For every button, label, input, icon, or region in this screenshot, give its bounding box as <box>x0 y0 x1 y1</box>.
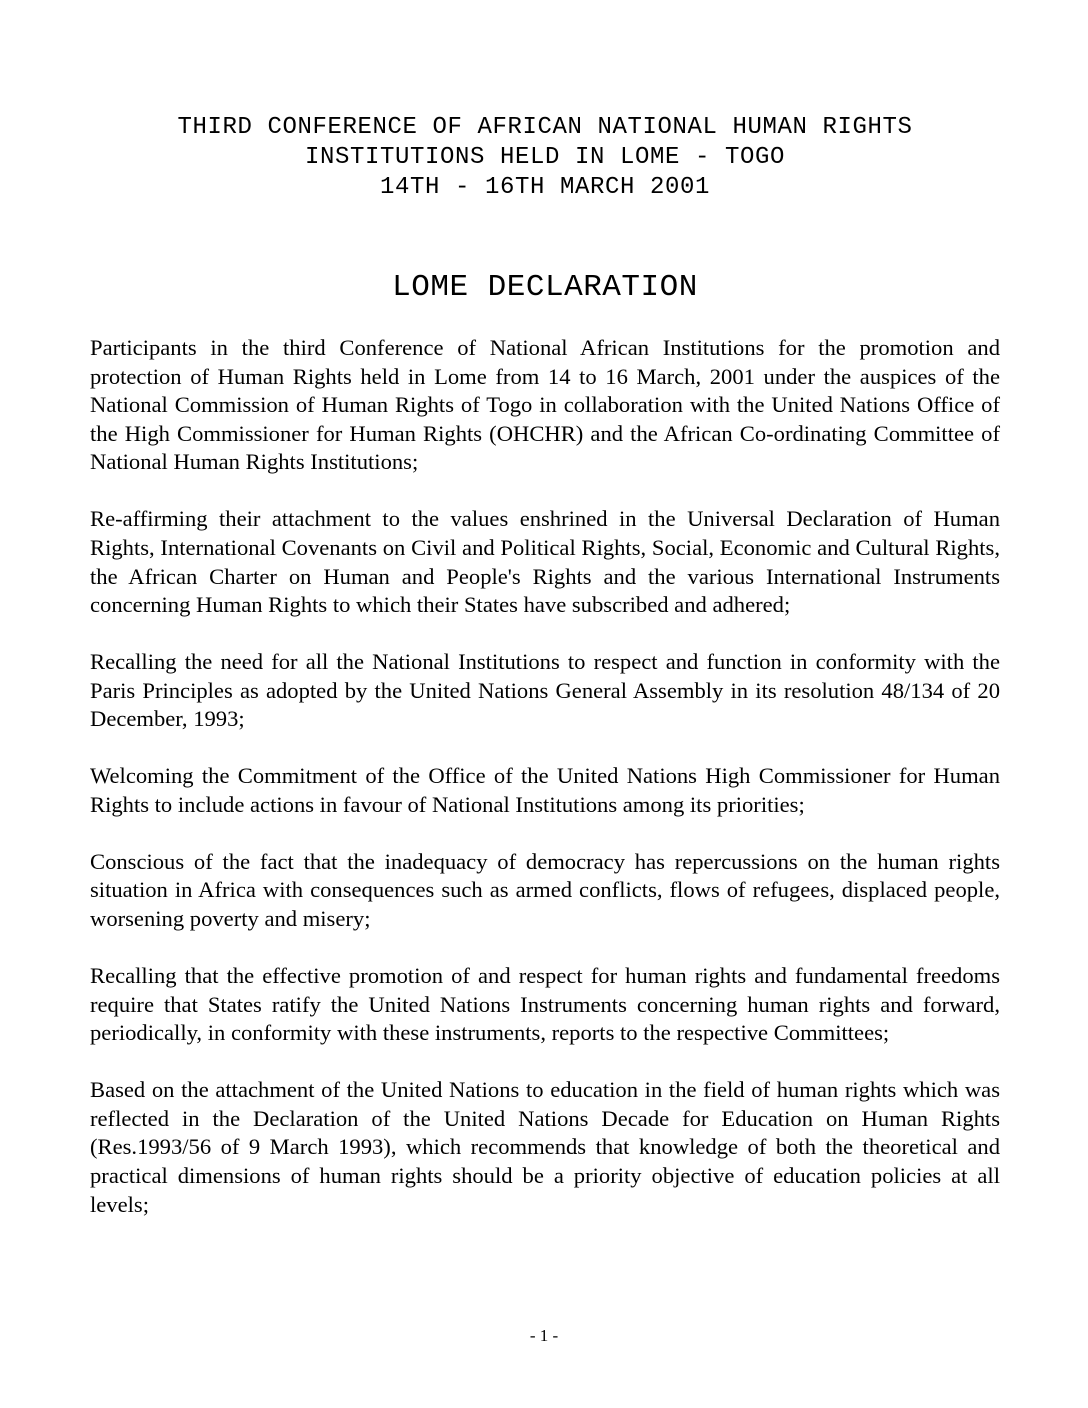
paragraph-participants: Participants in the third Conference of National African Institutions for the promotion and protection of Human Rights held in Lome from 14 to 16 March, 2001 under the auspices of the National Commission of Human Rights of Togo in collaboration with the United Nations Office of the High Commissioner for Human Rights (OHCHR) and the African Co-ordinating Committee of National Human Rights Institutions; <box>90 335 1000 475</box>
paragraph-welcoming: Welcoming the Commitment of the Office of the United Nations High Commissioner for Human Rights to include actions in favour of National Institutions among its priorities; <box>90 763 1000 817</box>
paragraph-reaffirming: Re-affirming their attachment to the values enshrined in the Universal Declaration of Human Rights, International Covenants on Civil and Political Rights, Social, Economic and Cultural Rights, the African Charter on Human and People's Rights and the various International Instruments concerning Human Rights to which their States have subscribed and adhered; <box>90 506 1000 618</box>
paragraph-recalling-ratification: Recalling that the effective promotion of and respect for human rights and fundamental freedoms require that States ratify the United Nations Instruments concerning human rights and forward, periodically, in conformity with these instruments, reports to the respective Committees; <box>90 963 1000 1046</box>
paragraph-recalling-paris-principles: Recalling the need for all the National Institutions to respect and function in conformity with the Paris Principles as adopted by the United Nations General Assembly in its resolution 48/134 of 20 December, 1993; <box>90 649 1000 732</box>
paragraph-conscious: Conscious of the fact that the inadequacy of democracy has repercussions on the human rights situation in Africa with consequences such as armed conflicts, flows of refugees, displaced people, worsening poverty and misery; <box>90 848 1000 932</box>
header-line-1: THIRD CONFERENCE OF AFRICAN NATIONAL HUMAN RIGHTS <box>177 114 913 141</box>
page-number: - 1 - <box>529 1326 559 1345</box>
paragraph-education: Based on the attachment of the United Nations to education in the field of human rights which was reflected in the Declaration of the United Nations Decade for Education on Human Rights (Res.1993/56 of 9 March 1993), which recommends that knowledge of both the theoretical and practical dimensions of human rights should be a priority objective of education policies at all levels; <box>90 1077 1000 1217</box>
conference-header <box>90 113 1000 203</box>
header-line-3: 14TH - 16TH MARCH 2001 <box>379 174 711 201</box>
document-body <box>90 334 1000 1248</box>
declaration-title: LOME DECLARATION <box>392 270 698 305</box>
header-line-2: INSTITUTIONS HELD IN LOME - TOGO <box>304 144 786 171</box>
